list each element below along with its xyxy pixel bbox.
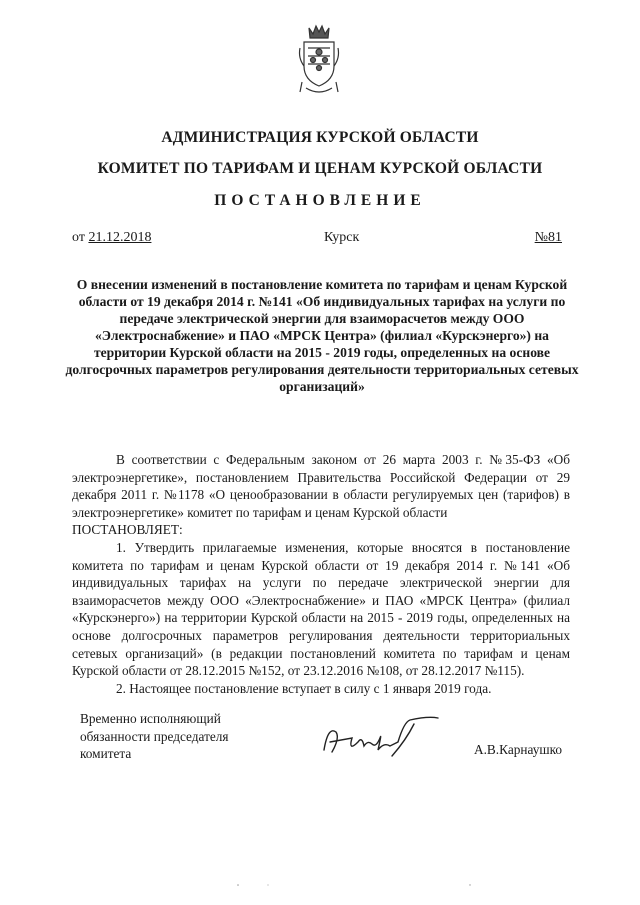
document-date xyxy=(72,230,151,246)
document-body xyxy=(72,451,570,697)
document-number: №81 xyxy=(534,230,562,245)
handwritten-signature-icon xyxy=(318,712,442,764)
date-prefix: от xyxy=(72,230,85,245)
position-line-3: комитета xyxy=(80,746,132,761)
resolves-line: ПОСТАНОВЛЯЕТ: xyxy=(72,522,183,538)
item-2-paragraph: 2. Настоящее постановление вступает в силу с 1 января 2019 года. xyxy=(116,680,492,696)
coat-of-arms-icon xyxy=(296,22,342,100)
subject-title: О внесении изменений в постановление комитета по тарифам и ценам Курской области от 19 декабря 2014 г. №141 «Об индивидуальных тарифах на услуги по передаче электрической энергии для взаиморасчетов между ООО «Электроснабжение» и ПАО «МРСК Центра» (филиал «Курскэнерго») на территории Курской области на 2015 - 2019 годы, определенных на основе долгосрочных параметров регулирования деятельности территориальных сетевых организаций» xyxy=(65,277,579,394)
preamble-paragraph: В соответствии с Федеральным законом от 26 марта 2003 г. №35-ФЗ «Об электроэнергетике», постановлением Правительства Российской Федерации от 29 декабря 2011 г. №1178 «О ценообразовании в области регулируемых цен (тарифов) в электроэнергетике» комитет по тарифам и ценам Курской области xyxy=(72,452,570,520)
city: Курск xyxy=(324,230,360,245)
committee-title: КОМИТЕТ ПО ТАРИФАМ И ЦЕНАМ КУРСКОЙ ОБЛАСТИ xyxy=(97,160,543,177)
position-line-1: Временно исполняющий xyxy=(80,711,221,726)
signatory-position xyxy=(80,710,229,763)
document-type: ПОСТАНОВЛЕНИЕ xyxy=(214,192,426,209)
scan-noise xyxy=(0,880,640,890)
date-line xyxy=(72,230,562,250)
date-value: 21.12.2018 xyxy=(88,230,152,245)
administration-title: АДМИНИСТРАЦИЯ КУРСКОЙ ОБЛАСТИ xyxy=(161,129,479,146)
position-line-2: обязанности председателя xyxy=(80,728,229,744)
signer-name: А.В.Карнаушко xyxy=(474,742,563,757)
item-1-paragraph: 1. Утвердить прилагаемые изменения, которые вносятся в постановление комитета по тарифам и ценам Курской области от 19 декабря 2014 г. №141 «Об индивидуальных тарифах на услуги по передаче электрической энергии для взаиморасчетов между ООО «Электроснабжение» и ПАО «МРСК Центра» (филиал «Курскэнерго») на территории Курской области на 2015 - 2019 годы, определенных на основе долгосрочных параметров регулирования деятельности территориальных сетевых организаций» (в редакции постановлений комитета по тарифам и ценам Курской области от 28.12.2015 №152, от 23.12.2016 №108, от 28.12.2017 №115). xyxy=(72,539,570,679)
